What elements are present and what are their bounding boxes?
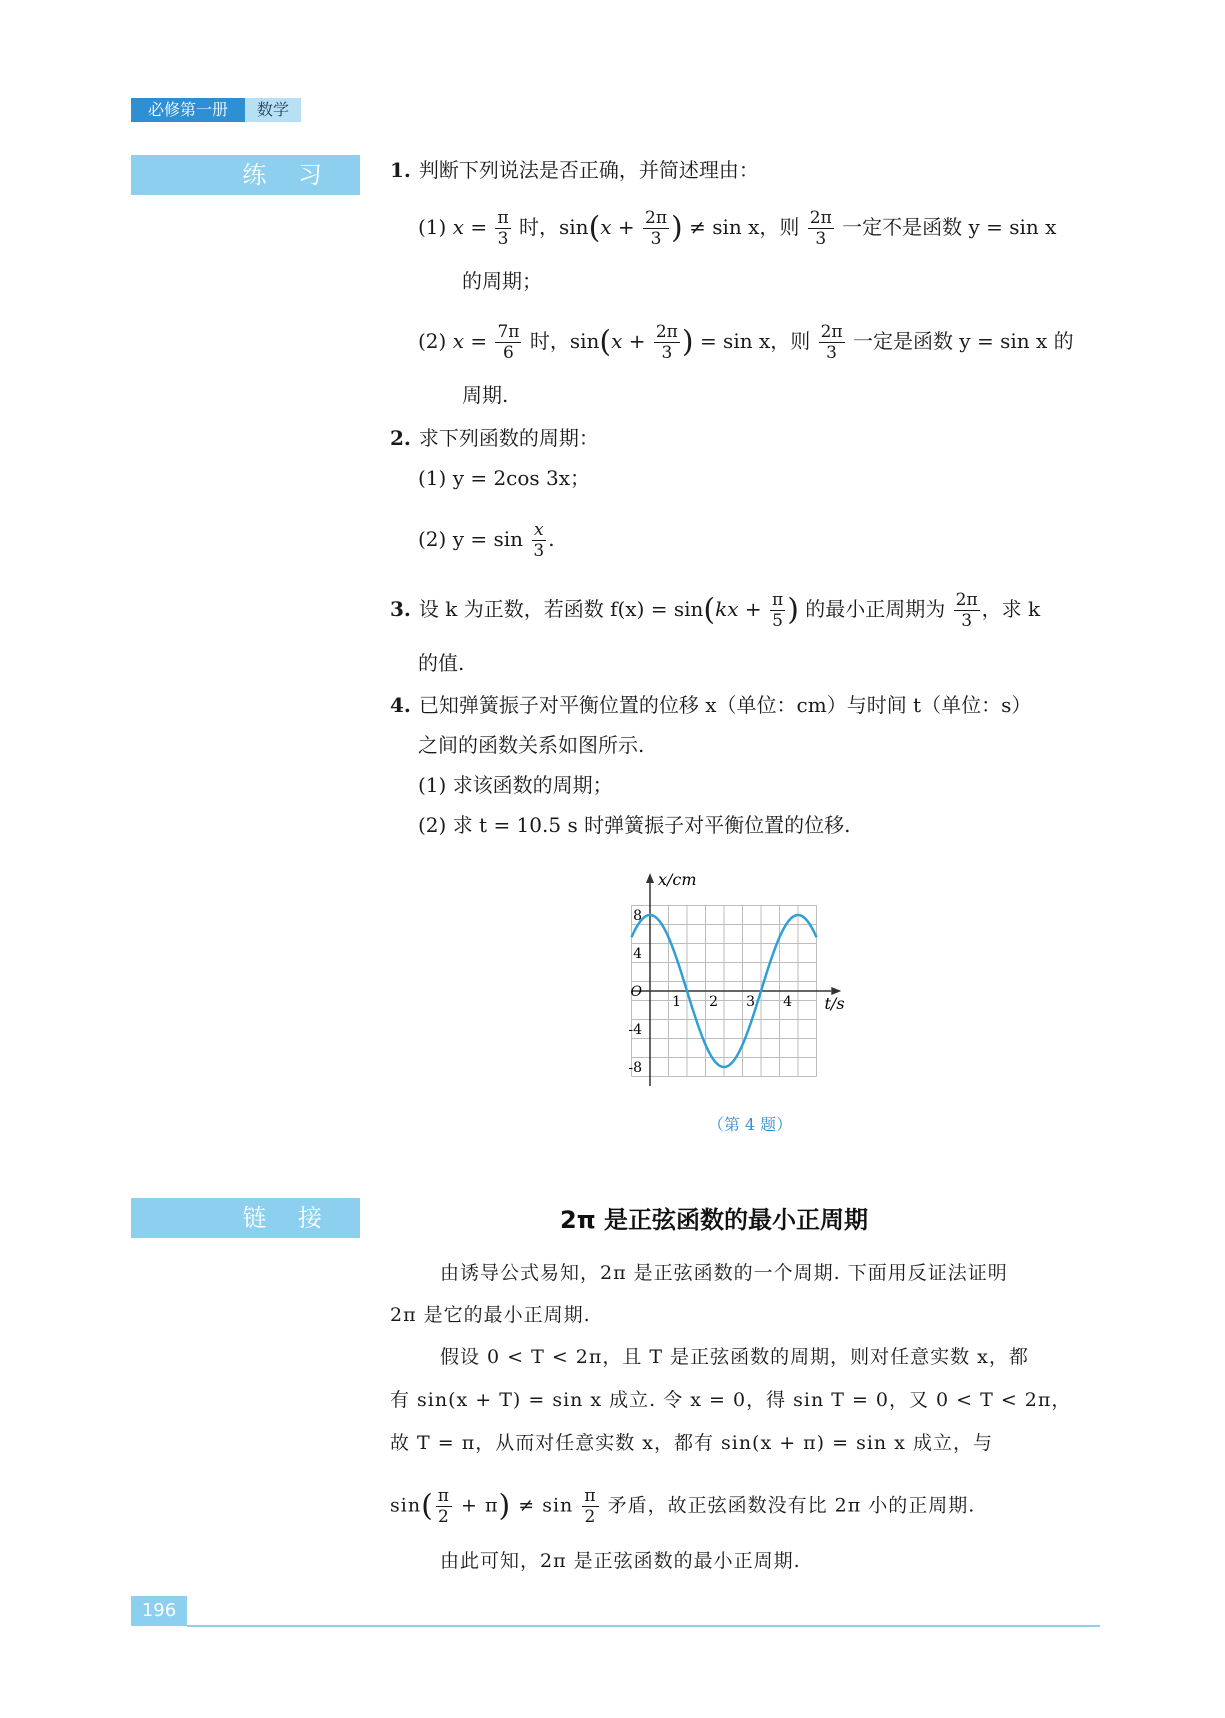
link-para2-l4: sin( $\frac{\pi}{2}$ + π) ≠ sin $\frac{\pi}{2}$ 矛盾，故正弦函数没有比 2π 小的正周期. bbox=[390, 1486, 976, 1527]
link-title: 2π 是正弦函数的最小正周期 bbox=[560, 1206, 869, 1234]
y-tick-label: -4 bbox=[628, 1022, 642, 1038]
x-tick-label: 2 bbox=[709, 994, 718, 1010]
ex1-part2-cont: 周期. bbox=[462, 383, 509, 407]
chart-ylabel: x/cm bbox=[658, 870, 697, 889]
ex1-part1-cont: 的周期； bbox=[462, 269, 542, 293]
oscillation-chart bbox=[620, 865, 860, 1100]
ex2-part1: (1) y = 2cos 3x； bbox=[418, 466, 591, 490]
x-tick-label: 3 bbox=[746, 994, 755, 1010]
ex1-stem: 1. 判断下列说法是否正确，并简述理由： bbox=[390, 158, 759, 182]
ex2-part2: (2) y = sin $\frac{x}{3}$ . bbox=[418, 520, 555, 561]
page-number: 196 bbox=[131, 1596, 187, 1626]
y-axis-arrow bbox=[646, 873, 654, 883]
link-para1-l2: 2π 是它的最小正周期. bbox=[390, 1304, 591, 1326]
y-tick-label: -8 bbox=[628, 1060, 642, 1076]
chart-ticks bbox=[628, 908, 792, 1076]
ex4-line2: 之间的函数关系如图所示. bbox=[418, 733, 645, 757]
link-para2-l3: 故 T = π，从而对任意实数 x，都有 sin(x + π) = sin x 成立，与 bbox=[390, 1432, 993, 1454]
y-tick-label: 4 bbox=[633, 946, 642, 962]
chart-axes bbox=[632, 873, 842, 1086]
ex1-part1: (1) x = $\frac{\pi}{3}$ 时，sin(x + $\frac{2\pi}{3}$ ) ≠ sin x，则 $\frac{2\pi}{3}$ 一定不是函数 y = sin x bbox=[418, 208, 1057, 249]
link-para2-l1: 假设 0 < T < 2π，且 T 是正弦函数的周期，则对任意实数 x，都 bbox=[440, 1346, 1029, 1368]
link-para2-l2: 有 sin(x + T) = sin x 成立. 令 x = 0，得 sin T = 0，又 0 < T < 2π， bbox=[390, 1389, 1072, 1411]
y-tick-label: O bbox=[630, 984, 642, 1000]
ex4-part2: (2) 求 t = 10.5 s 时弹簧振子对平衡位置的位移. bbox=[418, 813, 851, 837]
ex1-part2: (2) x = $\frac{7\pi}{6}$ 时，sin(x + $\frac{2\pi}{3}$ ) = sin x，则 $\frac{2\pi}{3}$ 一定是函数 y = sin x 的 bbox=[418, 322, 1074, 363]
section-link: 链 接 bbox=[131, 1198, 360, 1238]
x-tick-label: 1 bbox=[672, 994, 681, 1010]
subject-tag: 数学 bbox=[245, 98, 301, 122]
link-para1-l1: 由诱导公式易知，2π 是正弦函数的一个周期. 下面用反证法证明 bbox=[440, 1262, 1008, 1284]
ex3-line1: 3. 设 k 为正数，若函数 f(x) = sin(kx + $\frac{\pi}{5}$ ) 的最小正周期为 $\frac{2\pi}{3}$ ，求 k bbox=[390, 590, 1041, 631]
x-tick-label: 4 bbox=[783, 994, 792, 1010]
footer-rule bbox=[187, 1625, 1100, 1627]
section-exercise: 练 习 bbox=[131, 155, 360, 195]
ex3-cont: 的值. bbox=[418, 651, 465, 675]
link-para3: 由此可知，2π 是正弦函数的最小正周期. bbox=[440, 1550, 801, 1572]
ex4-line1: 4. 已知弹簧振子对平衡位置的位移 x（单位：cm）与时间 t（单位：s） bbox=[390, 693, 1032, 717]
book-tag: 必修第一册 bbox=[131, 98, 245, 122]
chart-xlabel: t/s bbox=[824, 994, 845, 1013]
ex4-part1: (1) 求该函数的周期； bbox=[418, 773, 613, 797]
ex2-stem: 2. 求下列函数的周期： bbox=[390, 426, 599, 450]
y-tick-label: 8 bbox=[633, 908, 642, 924]
figure-caption: （第 4 题） bbox=[707, 1115, 793, 1134]
